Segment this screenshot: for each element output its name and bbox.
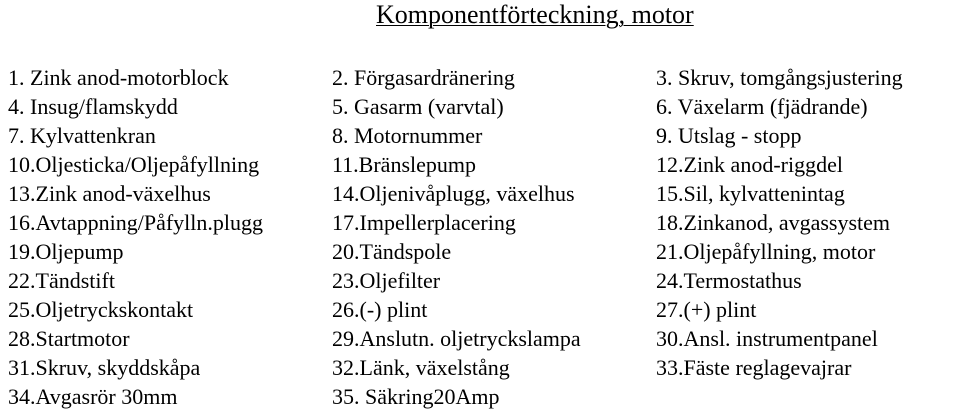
component-entry: 9. Utslag - stopp — [656, 123, 802, 148]
component-entry: 32.Länk, växelstång — [332, 355, 510, 380]
component-entry: 26.(-) plint — [332, 297, 428, 322]
component-entry: 14.Oljenivåplugg, växelhus — [332, 181, 575, 206]
component-entry: 24.Termostathus — [656, 268, 802, 293]
component-column-1 — [8, 63, 263, 411]
component-entry: 34.Avgasrör 30mm — [8, 384, 178, 409]
component-entry: 12.Zink anod-riggdel — [656, 152, 843, 177]
component-entry: 30.Ansl. instrumentpanel — [656, 326, 878, 351]
component-entry: 7. Kylvattenkran — [8, 123, 156, 148]
component-entry: 2. Förgasardränering — [332, 65, 515, 90]
component-entry: 18.Zinkanod, avgassystem — [656, 210, 891, 235]
component-entry: 19.Oljepump — [8, 239, 124, 264]
component-entry: 4. Insug/flamskydd — [8, 94, 178, 119]
component-entry: 35. Säkring20Amp — [332, 384, 500, 409]
component-entry: 13.Zink anod-växelhus — [8, 181, 211, 206]
component-entry: 20.Tändspole — [332, 239, 452, 264]
component-entry: 16.Avtappning/Påfylln.plugg — [8, 210, 264, 235]
component-entry: 27.(+) plint — [656, 297, 757, 322]
component-entry: 1. Zink anod-motorblock — [8, 65, 229, 90]
component-entry: 33.Fäste reglagevajrar — [656, 355, 852, 380]
component-entry: 23.Oljefilter — [332, 268, 441, 293]
component-entry: 8. Motornummer — [332, 123, 483, 148]
component-column-2 — [332, 63, 581, 411]
component-entry: 17.Impellerplacering — [332, 210, 516, 235]
component-entry: 10.Oljesticka/Oljepåfyllning — [8, 152, 260, 177]
page-title: Komponentförteckning, motor — [376, 0, 694, 29]
component-entry: 21.Oljepåfyllning, motor — [656, 239, 876, 264]
component-entry: 29.Anslutn. oljetryckslampa — [332, 326, 581, 351]
component-entry: 6. Växelarm (fjädrande) — [656, 94, 868, 119]
component-entry: 3. Skruv, tomgångsjustering — [656, 65, 903, 90]
component-column-3 — [656, 63, 903, 382]
component-entry: 28.Startmotor — [8, 326, 130, 351]
component-entry: 5. Gasarm (varvtal) — [332, 94, 504, 119]
component-entry: 31.Skruv, skyddskåpa — [8, 355, 201, 380]
component-entry: 25.Oljetryckskontakt — [8, 297, 194, 322]
component-entry: 15.Sil, kylvattenintag — [656, 181, 845, 206]
component-entry: 11.Bränslepump — [332, 152, 476, 177]
component-entry: 22.Tändstift — [8, 268, 115, 293]
